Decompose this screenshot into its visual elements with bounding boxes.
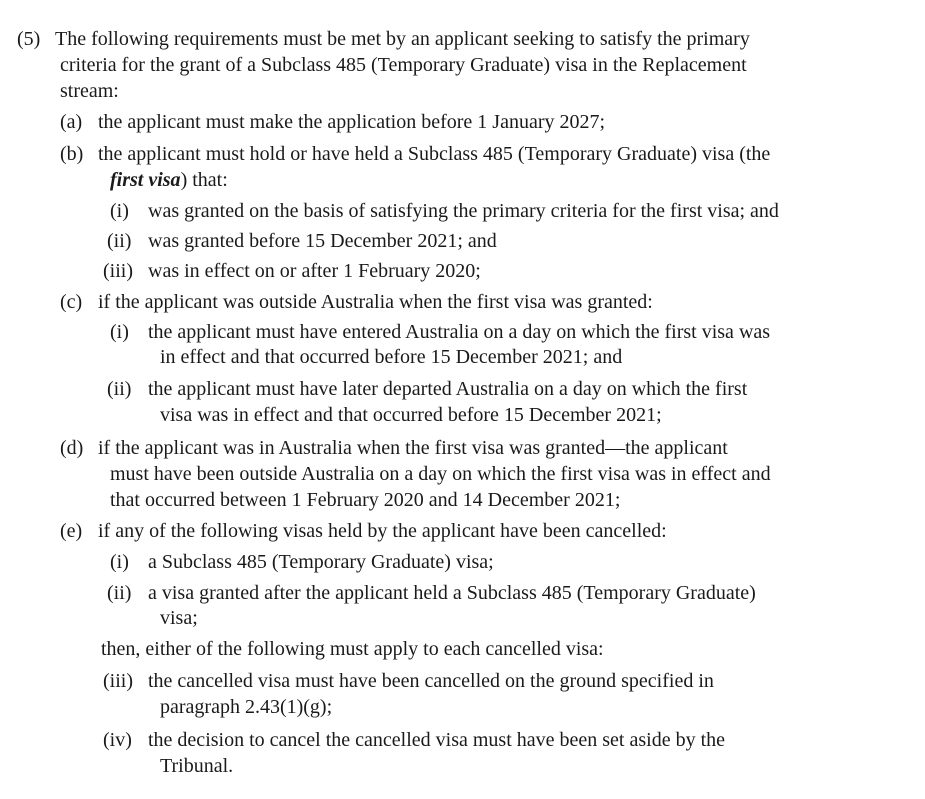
subsection-text-line-1: The following requirements must be met by an applicant seeking to satisfy the primary xyxy=(55,28,750,50)
para-e-label: (e) xyxy=(60,520,83,542)
para-b-text-line-1: the applicant must hold or have held a Subclass 485 (Temporary Graduate) visa (the xyxy=(98,143,771,165)
para-c-ii-text-line-1: the applicant must have later departed Australia on a day on which the first xyxy=(148,378,748,400)
para-b-i-text: was granted on the basis of satisfying the primary criteria for the first visa; and xyxy=(148,200,779,222)
para-e-i-text: a Subclass 485 (Temporary Graduate) visa; xyxy=(148,551,494,573)
para-e-ii-text-line-1: a visa granted after the applicant held a Subclass 485 (Temporary Graduate) xyxy=(148,582,756,604)
para-e-iii-text-line-2: paragraph 2.43(1)(g); xyxy=(160,696,333,718)
para-d-label: (d) xyxy=(60,437,84,459)
para-b-i-label: (i) xyxy=(110,200,129,222)
para-e-ii-label: (ii) xyxy=(107,582,132,604)
para-d-text-line-3: that occurred between 1 February 2020 and 14 December 2021; xyxy=(110,489,621,511)
para-e-iv-text-line-2: Tribunal. xyxy=(160,755,234,777)
para-e-iii-text-line-1: the cancelled visa must have been cancelled on the ground specified in xyxy=(148,670,714,692)
para-e-iii-label: (iii) xyxy=(103,670,133,692)
defined-term-first-visa: first visa xyxy=(110,169,181,191)
para-b-iii-text: was in effect on or after 1 February 2020; xyxy=(148,260,481,282)
para-d-text-line-2: must have been outside Australia on a day on which the first visa was in effect and xyxy=(110,463,771,485)
para-e-iv-label: (iv) xyxy=(103,729,132,751)
para-c-label: (c) xyxy=(60,291,83,313)
para-b-label: (b) xyxy=(60,143,84,165)
para-c-i-text-line-1: the applicant must have entered Australia on a day on which the first visa was xyxy=(148,321,771,343)
para-c-ii-label: (ii) xyxy=(107,378,132,400)
para-e-text: if any of the following visas held by the applicant have been cancelled: xyxy=(98,520,667,542)
para-b-iii-label: (iii) xyxy=(103,260,133,282)
subsection-text-line-2: criteria for the grant of a Subclass 485 (Temporary Graduate) visa in the Replacement xyxy=(60,54,747,76)
para-e-i-label: (i) xyxy=(110,551,129,573)
para-d-text-line-1: if the applicant was in Australia when the first visa was granted—the applicant xyxy=(98,437,728,459)
para-e-iv-text-line-1: the decision to cancel the cancelled visa must have been set aside by the xyxy=(148,729,726,751)
para-a-text: the applicant must make the application before 1 January 2027; xyxy=(98,111,606,133)
para-b-text-line-2-rest: ) that: xyxy=(180,169,228,191)
subsection-text-line-3: stream: xyxy=(60,80,119,102)
para-b-ii-label: (ii) xyxy=(107,230,132,252)
subsection-label: (5) xyxy=(17,28,41,50)
para-b-text-line-2 xyxy=(110,168,228,192)
para-c-i-text-line-2: in effect and that occurred before 15 December 2021; and xyxy=(160,346,623,368)
para-b-ii-text: was granted before 15 December 2021; and xyxy=(148,230,497,252)
para-c-ii-text-line-2: visa was in effect and that occurred before 15 December 2021; xyxy=(160,404,662,426)
para-e-ii-text-line-2: visa; xyxy=(160,607,198,629)
para-a-label: (a) xyxy=(60,111,83,133)
para-c-text: if the applicant was outside Australia when the first visa was granted: xyxy=(98,291,653,313)
para-c-i-label: (i) xyxy=(110,321,129,343)
para-e-then-text: then, either of the following must apply to each cancelled visa: xyxy=(101,638,604,660)
